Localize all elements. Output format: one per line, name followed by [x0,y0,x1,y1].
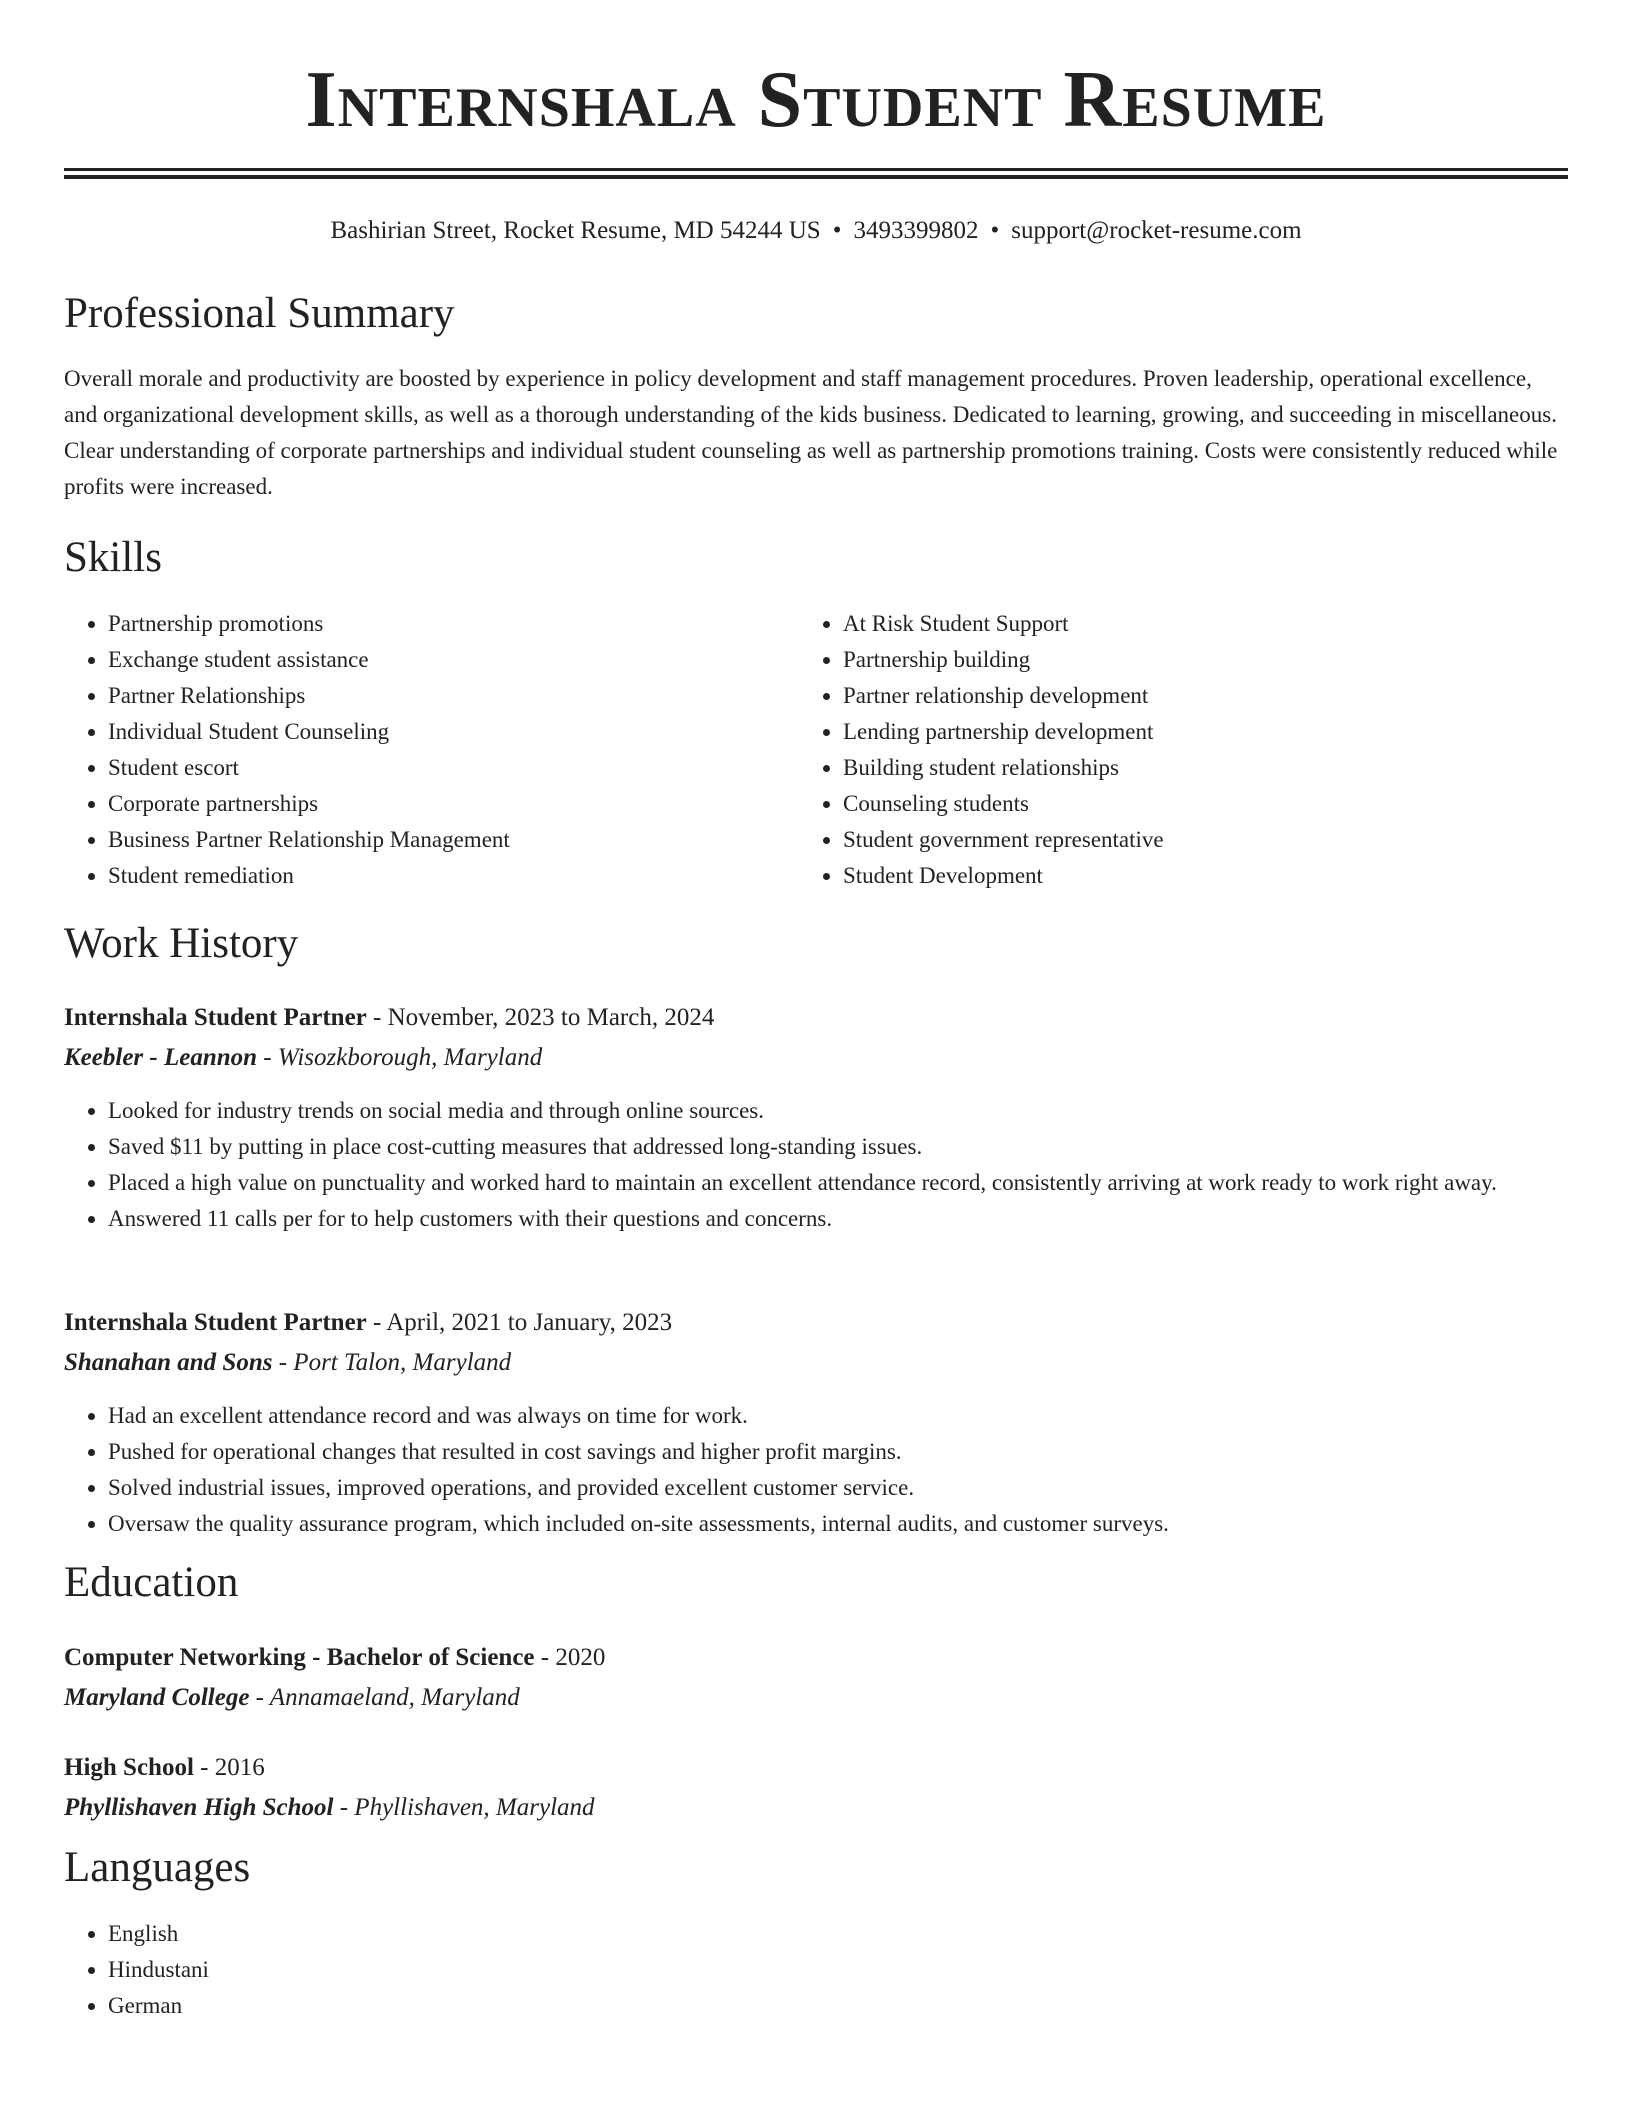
skills-list-right [799,606,1603,894]
skill-item: • Corporate partnerships [108,786,788,822]
title-rule-bottom [64,175,1568,179]
summary-heading: Professional Summary [64,290,455,337]
language-item: • German [108,1988,808,2024]
skills-list-left [64,606,788,894]
education-school-line [64,1678,520,1718]
skill-item: • Student government representative [843,822,1603,858]
job-employer [64,1343,511,1383]
skill-item: • Business Partner Relationship Management [108,822,788,858]
job-title: Internshala Student Partner [64,1004,367,1031]
skill-item: • Lending partnership development [843,714,1603,750]
skills-heading: Skills [64,534,162,581]
education-school: Maryland College [64,1684,250,1711]
education-degree: High School [64,1754,194,1781]
education-degree: Computer Networking - Bachelor of Science [64,1644,535,1671]
job-dates: - November, 2023 to March, 2024 [366,1004,715,1031]
skill-item: • Individual Student Counseling [108,714,788,750]
title-rule-top [64,168,1568,171]
job-heading [64,998,714,1038]
job-bullet: • Had an excellent attendance record and was always on time for work. [108,1398,1612,1434]
contact-email: support@rocket-resume.com [1011,217,1302,244]
skill-item: • Student escort [108,750,788,786]
contact-separator: • [990,217,1000,244]
contact-phone: 3493399802 [853,217,979,244]
job-employer [64,1038,542,1078]
skill-item: • Student Development [843,858,1603,894]
skill-item: • At Risk Student Support [843,606,1603,642]
contact-separator: • [832,217,842,244]
job-location: - Wisozkborough, Maryland [257,1044,543,1071]
skill-item: • Partnership building [843,642,1603,678]
education-school-line [64,1788,595,1828]
contact-line [0,215,1632,247]
job-heading [64,1303,672,1343]
work-heading: Work History [64,920,299,967]
job-company: Shanahan and Sons [64,1349,273,1376]
skill-item: • Partner relationship development [843,678,1603,714]
languages-heading: Languages [64,1844,251,1891]
job-bullet: • Oversaw the quality assurance program, which included on-site assessments, internal audits, and customer surveys. [108,1506,1612,1542]
job-bullet: • Solved industrial issues, improved operations, and provided excellent customer service. [108,1470,1612,1506]
job-location: - Port Talon, Maryland [272,1349,512,1376]
job-company: Keebler - Leannon [64,1044,258,1071]
education-year: - 2020 [534,1644,606,1671]
language-item: • English [108,1916,808,1952]
job-bullet: • Answered 11 calls per for to help customers with their questions and concerns. [108,1201,1612,1237]
job-bullets [64,1398,1612,1542]
job-bullet: • Pushed for operational changes that resulted in cost savings and higher profit margins. [108,1434,1612,1470]
education-heading: Education [64,1559,239,1606]
resume-title: Internshala Student Resume [305,56,1327,144]
contact-address: Bashirian Street, Rocket Resume, MD 54244 US [330,217,821,244]
job-bullet: • Placed a high value on punctuality and worked hard to maintain an excellent attendance record, consistently arriving at work ready to work right away. [108,1165,1612,1201]
education-heading-line [64,1638,605,1678]
skill-item: • Counseling students [843,786,1603,822]
education-year: - 2016 [193,1754,265,1781]
skill-item: • Partnership promotions [108,606,788,642]
job-dates: - April, 2021 to January, 2023 [366,1309,673,1336]
job-bullets [64,1093,1612,1237]
skill-item: • Building student relationships [843,750,1603,786]
job-bullet: • Saved $11 by putting in place cost-cutting measures that addressed long-standing issues. [108,1129,1612,1165]
languages-list [64,1916,808,2024]
skill-item: • Exchange student assistance [108,642,788,678]
education-location: - Phyllishaven, Maryland [333,1794,595,1821]
summary-text: Overall morale and productivity are boosted by experience in policy development and staff management procedures. Proven leadership, operational excellence, and organizational development skills, as well as a thorough understanding of the kids business. Dedicated to learning, growing, and succeeding in miscellaneous. Clear understanding of corporate partnerships and individual student counseling as well as partnership promotions training. Costs were consistently reduced while profits were increased. [64,366,1558,499]
job-title: Internshala Student Partner [64,1309,367,1336]
education-location: - Annamaeland, Maryland [249,1684,520,1711]
job-bullet: • Looked for industry trends on social media and through online sources. [108,1093,1612,1129]
skill-item: • Partner Relationships [108,678,788,714]
skill-item: • Student remediation [108,858,788,894]
education-school: Phyllishaven High School [64,1794,334,1821]
language-item: • Hindustani [108,1952,808,1988]
education-heading-line [64,1748,265,1788]
